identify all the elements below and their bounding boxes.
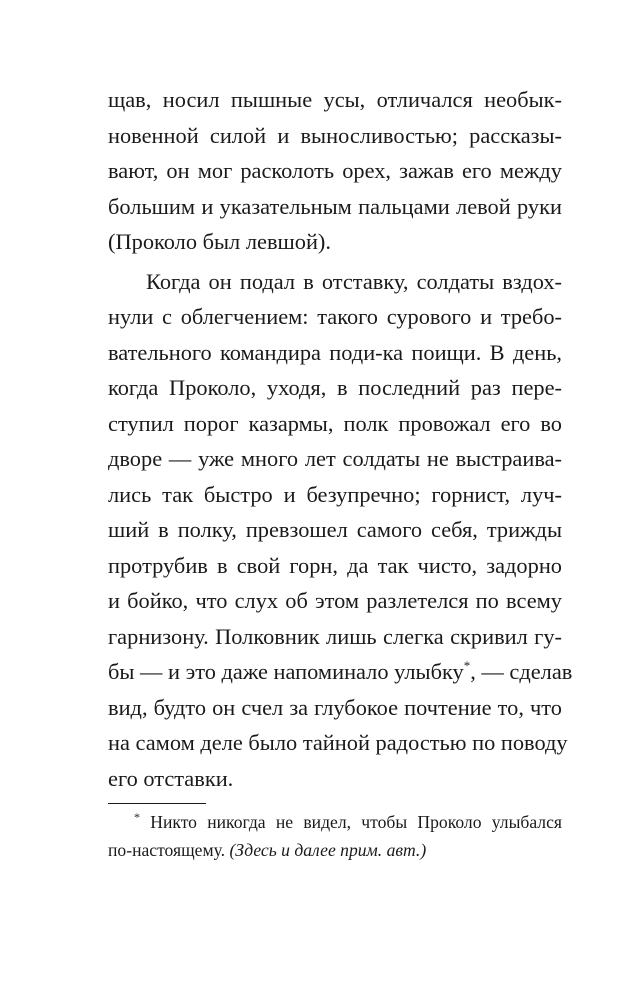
footnote-text: по-настоящему. (108, 840, 230, 860)
text-segment: , — сделав (470, 659, 573, 684)
text-line: дворе — уже много лет солдаты не выстраива- (108, 446, 562, 471)
text-line: щав, носил пышные усы, отличался необык- (108, 87, 562, 112)
footnote-marker: * (134, 810, 140, 824)
text-line-with-footnote-ref (108, 654, 573, 690)
footnote-reference[interactable]: * (463, 658, 471, 673)
text-line: вид, будто он счел за глубокое почтение то, что (108, 694, 562, 720)
text-line: протрубив в свой горн, да так чисто, задорно (108, 552, 562, 578)
text-line: (Проколо был левшой). (108, 229, 331, 254)
text-line: и бойко, что слух об этом разлетелся по всему (108, 588, 562, 613)
text-line: лись так быстро и безупречно; горнист, луч- (108, 481, 562, 507)
paragraph (108, 82, 562, 260)
text-line: гарнизону. Полковник лишь слегка скривил гу- (108, 623, 562, 649)
text-line: на самом деле было тайной радостью по поводу (108, 730, 568, 755)
paragraph (108, 264, 573, 797)
text-segment: бы — и это даже напоминало улыбку (108, 659, 464, 684)
footnote-line (108, 836, 562, 864)
main-text (108, 82, 573, 796)
text-line: ступил порог казармы, полк провожал его во (108, 410, 562, 436)
text-line: новенной силой и выносливостью; рассказы- (108, 122, 562, 148)
footnote (108, 808, 562, 864)
text-line: большим и указательным пальцами левой руки (108, 193, 562, 219)
text-line: ший в полку, превзошел самого себя, трижды (108, 517, 562, 542)
text-line: когда Проколо, уходя, в последний раз пере- (108, 375, 562, 400)
footnote-author-note: (Здесь и далее прим. авт.) (229, 840, 427, 860)
footnote-divider (108, 803, 206, 804)
text-line: нули с облегчением: такого сурового и требо- (108, 304, 562, 329)
text-line: Когда он подал в отставку, солдаты вздох- (146, 268, 562, 294)
footnote-line (108, 808, 562, 836)
text-line: вают, он мог расколоть орех, зажав его между (108, 158, 562, 183)
text-line: его отставки. (108, 765, 234, 791)
text-line: вательного командира поди-ка поищи. В день, (108, 339, 562, 365)
footnote-text: Никто никогда не видел, чтобы Проколо улыбался (150, 812, 562, 832)
